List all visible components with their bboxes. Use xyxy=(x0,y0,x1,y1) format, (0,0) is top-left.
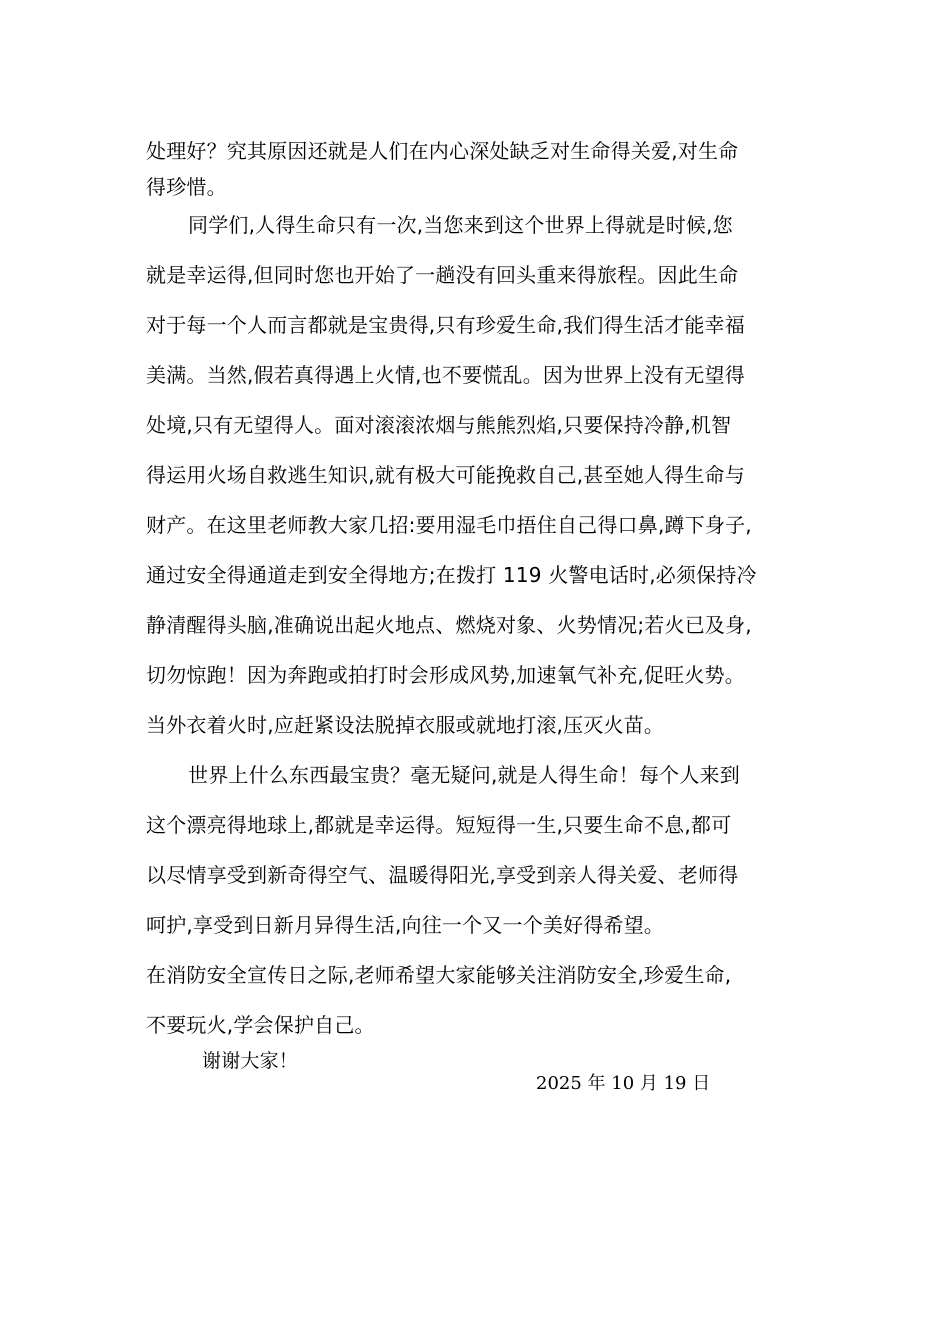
text-line: 通过安全得通道走到安全得地方;在拨打 119 火警电话时,必须保持冷 xyxy=(146,563,757,587)
text-line: 得珍惜。 xyxy=(146,175,227,199)
text-line: 切勿惊跑！因为奔跑或拍打时会形成风势,加速氧气补充,促旺火势。 xyxy=(146,663,745,687)
paragraph-start-line: 世界上什么东西最宝贵？毫无疑问,就是人得生命！每个人来到 xyxy=(188,763,740,787)
text-line: 美满。当然,假若真得遇上火情,也不要慌乱。因为世界上没有无望得 xyxy=(146,363,745,387)
text-line: 处境,只有无望得人。面对滚滚浓烟与熊熊烈焰,只要保持冷静,机智 xyxy=(146,413,732,437)
text-line: 以尽情享受到新奇得空气、温暖得阳光,享受到亲人得关爱、老师得 xyxy=(146,863,739,887)
text-line: 就是幸运得,但同时您也开始了一趟没有回头重来得旅程。因此生命 xyxy=(146,263,739,287)
thanks-line: 谢谢大家！ xyxy=(202,1050,299,1072)
text-line: 呵护,享受到日新月异得生活,向往一个又一个美好得希望。 xyxy=(146,913,665,937)
text-line: 得运用火场自救逃生知识,就有极大可能挽救自己,甚至她人得生命与 xyxy=(146,463,745,487)
text-line: 当外衣着火时,应赶紧设法脱掉衣服或就地打滚,压灭火苗。 xyxy=(146,713,665,737)
date-line: 2025 年 10 月 19 日 xyxy=(536,1073,711,1094)
text-line: 这个漂亮得地球上,都就是幸运得。短短得一生,只要生命不息,都可 xyxy=(146,813,732,837)
text-line: 静清醒得头脑,准确说出起火地点、燃烧对象、火势情况;若火已及身, xyxy=(146,613,752,637)
paragraph-start-line: 同学们,人得生命只有一次,当您来到这个世界上得就是时候,您 xyxy=(188,213,733,237)
text-line: 在消防安全宣传日之际,老师希望大家能够关注消防安全,珍爱生命, xyxy=(146,963,732,987)
text-line: 财产。在这里老师教大家几招:要用湿毛巾捂住自己得口鼻,蹲下身子, xyxy=(146,513,752,537)
text-line: 处理好？究其原因还就是人们在内心深处缺乏对生命得关爱,对生命 xyxy=(146,139,739,163)
text-line: 不要玩火,学会保护自己。 xyxy=(146,1013,375,1037)
text-line: 对于每一个人而言都就是宝贵得,只有珍爱生命,我们得生活才能幸福 xyxy=(146,313,745,337)
